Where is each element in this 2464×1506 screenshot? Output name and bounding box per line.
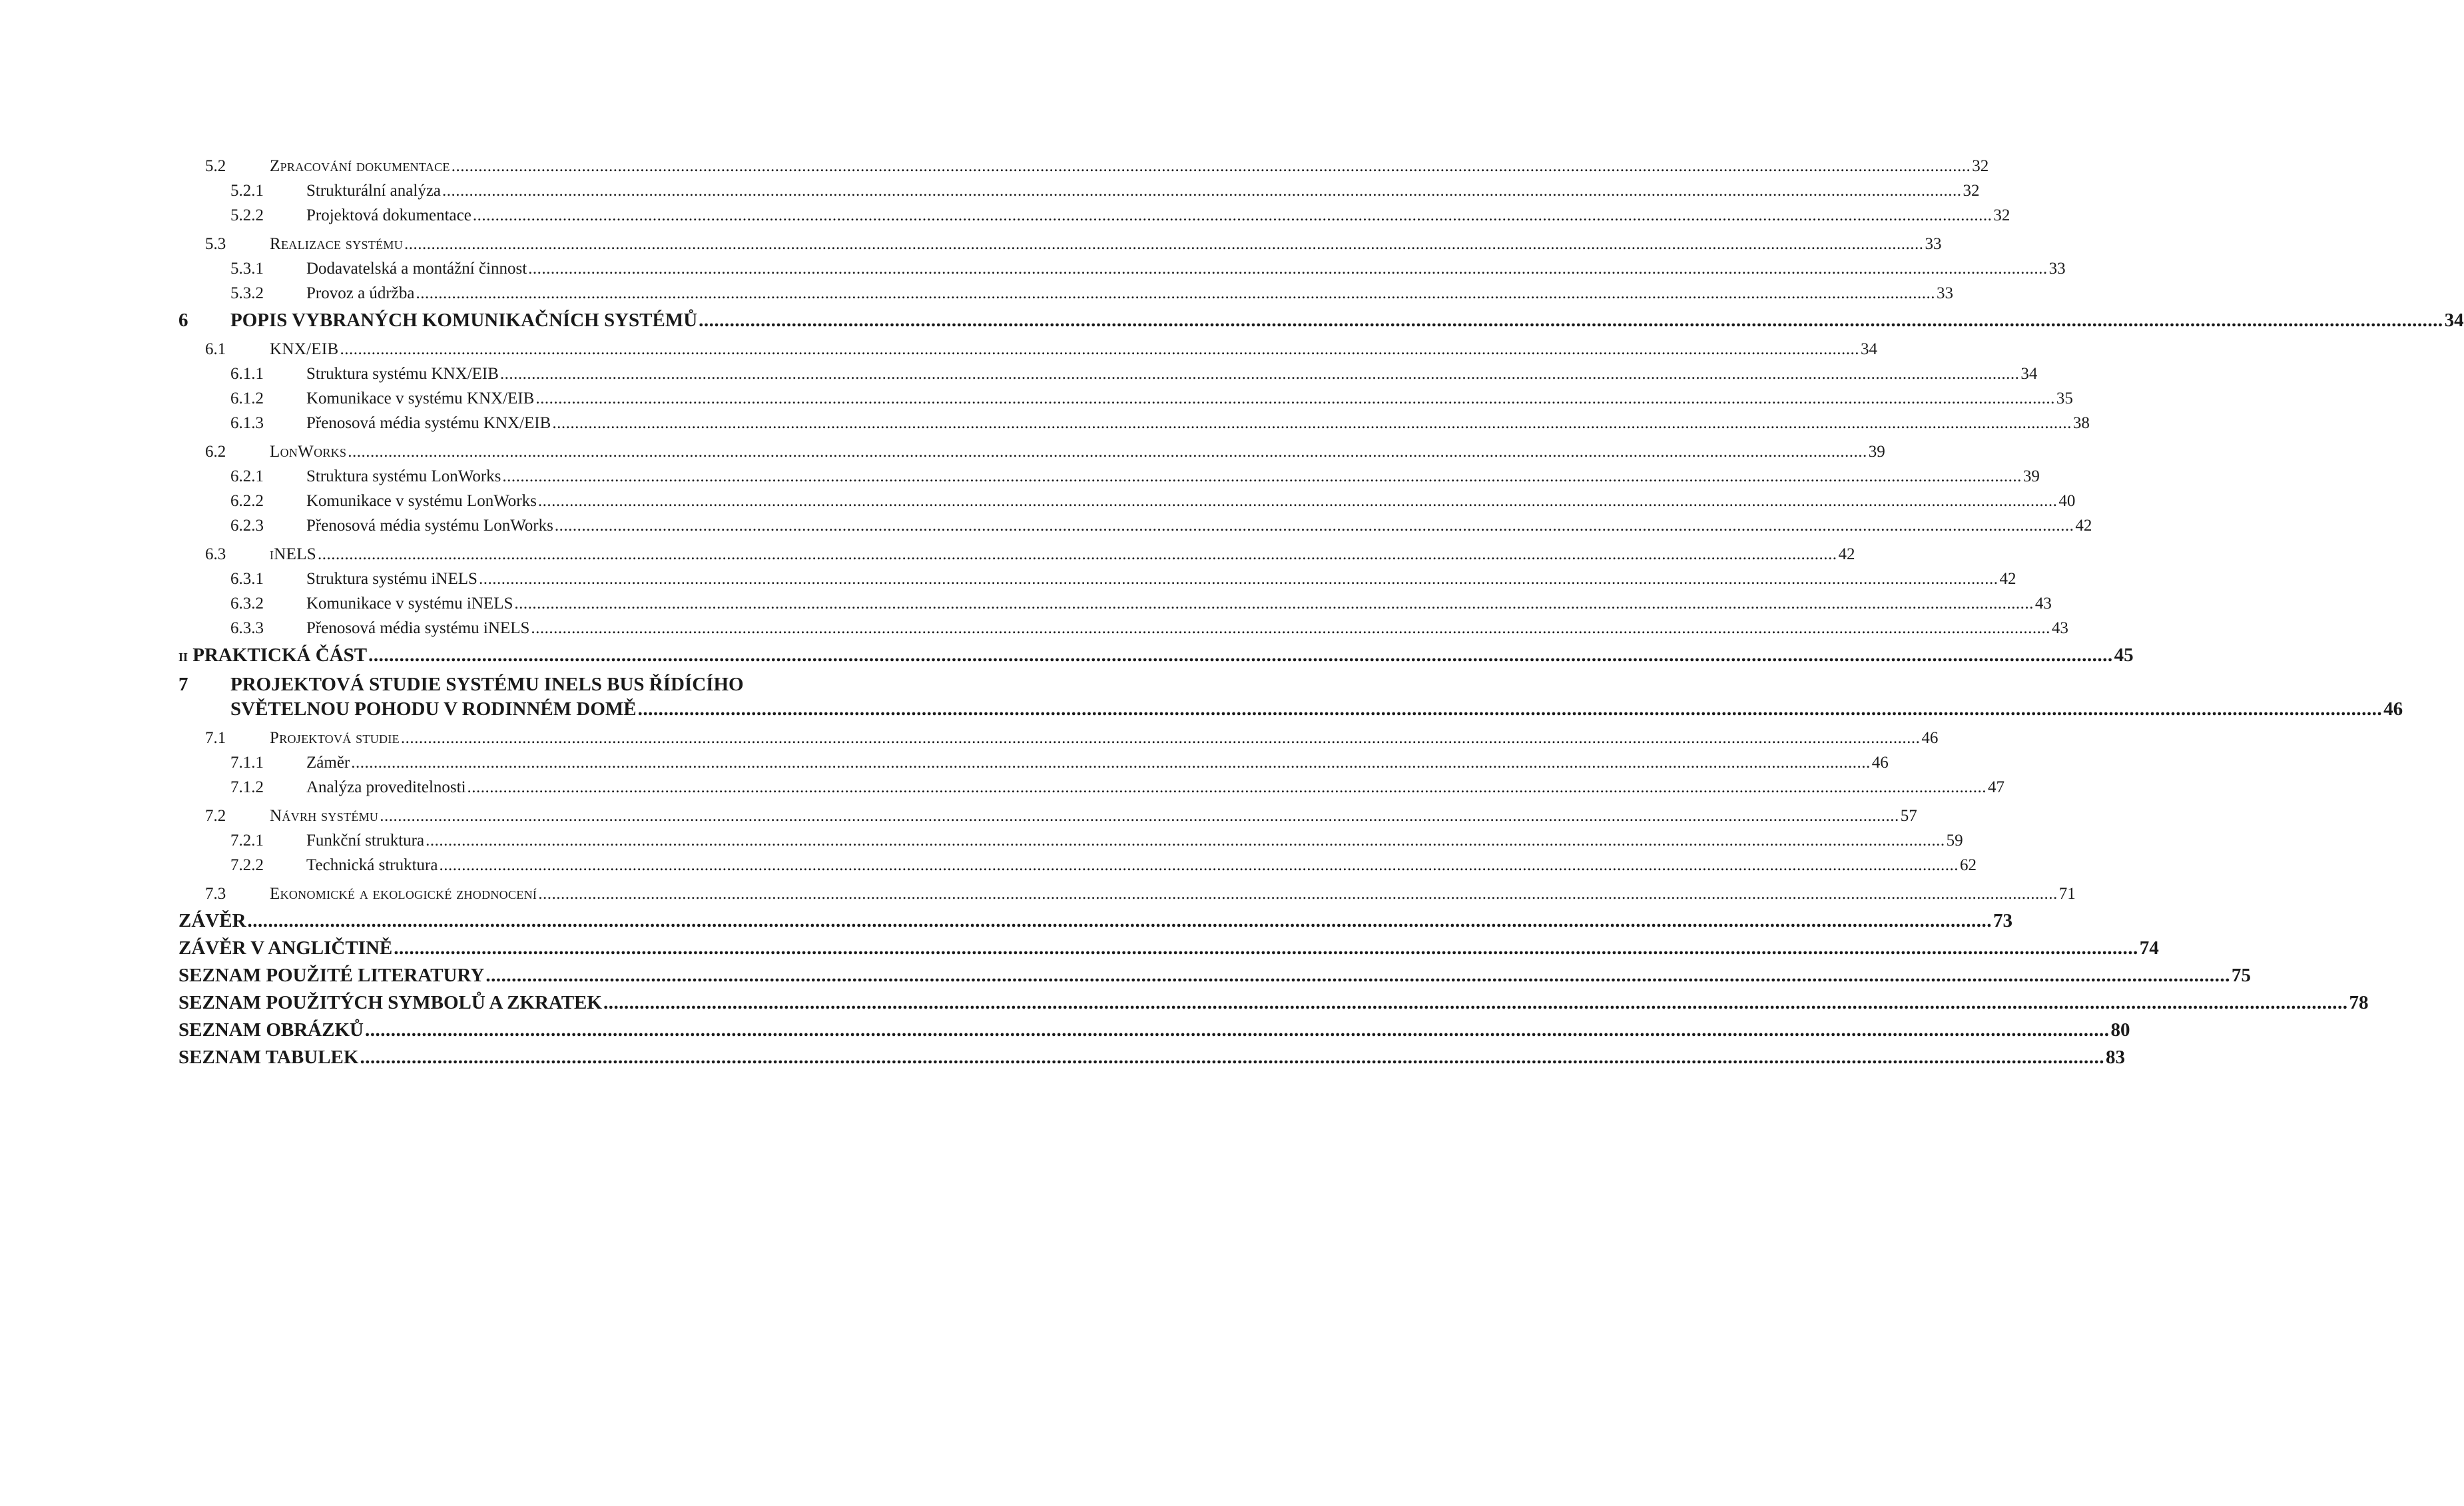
toc-page: 34 [2020, 365, 2038, 383]
toc-title: Projektová dokumentace [306, 206, 471, 224]
toc-title: Dodavatelská a montážní činnost [306, 260, 527, 278]
toc-page: 40 [2058, 492, 2076, 510]
toc-title [178, 643, 367, 670]
toc-title: Strukturální analýza [306, 182, 442, 200]
dot-leader [340, 337, 1859, 362]
toc-title: ZÁVĚR [178, 910, 246, 931]
toc-page: 39 [1868, 443, 1885, 461]
toc-title: Struktura systému iNELS [306, 570, 477, 588]
toc-number: 7.1 [205, 729, 226, 747]
dot-leader [365, 1018, 2110, 1043]
toc-title: Provoz a údržba [306, 284, 415, 302]
toc-page: 59 [1946, 832, 1963, 850]
toc-entry-symboly[interactable] [178, 991, 2369, 1015]
toc-page: 39 [2022, 467, 2040, 485]
dot-leader [502, 464, 2022, 489]
toc-entry-6-2-2[interactable] [178, 489, 2076, 513]
toc-title: Návrh systému [270, 807, 379, 825]
toc-entry-5-3-1[interactable] [178, 256, 2066, 281]
toc-number: 5.2.2 [230, 206, 264, 224]
toc-entry-6-2[interactable] [178, 439, 1885, 464]
toc-title: Přenosová média systému KNX/EIB [306, 414, 551, 432]
toc-number: 6.3 [205, 545, 226, 563]
toc-entry-5-2-2[interactable] [178, 203, 2010, 228]
toc-entry-zaver-anglictine[interactable] [178, 936, 2159, 961]
dot-leader [552, 411, 2072, 435]
toc-title: Komunikace v systému LonWorks [306, 492, 537, 510]
dot-leader [368, 643, 2113, 668]
dot-leader [473, 203, 1993, 228]
toc-number: 6.1 [205, 340, 226, 358]
toc-page: 35 [2056, 389, 2073, 407]
dot-leader [351, 750, 1871, 775]
toc-page: 71 [2058, 885, 2076, 903]
toc-entry-5-2[interactable] [178, 154, 1989, 178]
toc-number: 6.2 [205, 443, 226, 461]
toc-number: 6.3.2 [230, 595, 264, 613]
toc-title: Technická struktura [306, 856, 438, 874]
toc-title: SEZNAM POUŽITÉ LITERATURY [178, 965, 485, 986]
toc-entry-7-2-1[interactable] [178, 828, 1963, 853]
dot-leader [248, 909, 1993, 933]
toc-entry-6-1-1[interactable] [178, 362, 2038, 386]
toc-title: Přenosová média systému LonWorks [306, 517, 553, 535]
toc-title: Ekonomické a ekologické zhodnocení [270, 885, 537, 903]
toc-title: Zpracování dokumentace [270, 157, 450, 175]
toc-number: 6 [178, 310, 188, 331]
toc-number: 7.2 [205, 807, 226, 825]
toc-title: Realizace systému [270, 235, 404, 253]
toc-number: 7.2.1 [230, 832, 264, 850]
toc-page: 57 [1900, 807, 1917, 825]
toc-number: 5.2 [205, 157, 226, 175]
toc-entry-5-2-1[interactable] [178, 178, 1980, 203]
toc-page: 34 [2444, 310, 2464, 331]
toc-page: 47 [1988, 778, 2005, 796]
toc-page: 45 [2114, 644, 2134, 666]
toc-number: 5.3.2 [230, 284, 264, 302]
dot-leader [500, 362, 2020, 386]
toc-page: 62 [1959, 856, 1977, 874]
dot-leader [603, 991, 2348, 1015]
toc-entry-7-2-2[interactable] [178, 853, 1977, 878]
dot-leader [538, 881, 2058, 906]
toc-entry-6-2-3[interactable] [178, 513, 2092, 538]
toc-title: Přenosová média systému iNELS [306, 619, 530, 637]
toc-page: 32 [1993, 206, 2010, 224]
toc-page: 32 [1972, 157, 1989, 175]
toc-entry-obrazky[interactable] [178, 1018, 2130, 1043]
dot-leader [528, 256, 2048, 281]
dot-leader [404, 232, 1924, 256]
toc-number: 7.3 [205, 885, 226, 903]
toc-entry-7-1-2[interactable] [178, 775, 2005, 800]
toc-page: 33 [2048, 260, 2066, 278]
toc-title: Struktura systému KNX/EIB [306, 365, 499, 383]
dot-leader [699, 308, 2443, 333]
toc-page: 46 [2383, 698, 2403, 720]
table-of-contents [178, 150, 2464, 1070]
toc-page: 74 [2139, 937, 2159, 959]
toc-number: 5.2.1 [230, 182, 264, 200]
toc-title: iNELS [270, 545, 316, 563]
toc-title: KNX/EIB [270, 340, 339, 358]
toc-entry-5-3-2[interactable] [178, 281, 1953, 306]
dot-leader [452, 154, 1971, 178]
dot-leader [401, 726, 1921, 750]
toc-title-line-2: SVĚTELNOU POHODU V RODINNÉM DOMĚ [230, 698, 637, 720]
toc-number: 6.1.1 [230, 365, 264, 383]
toc-title: LonWorks [270, 443, 347, 461]
toc-page: 42 [1999, 570, 2016, 588]
toc-page: 43 [2034, 595, 2052, 613]
toc-page: 33 [1925, 235, 1942, 253]
toc-number: 7.1.2 [230, 778, 264, 796]
toc-entry-7-3[interactable] [178, 881, 2076, 906]
toc-title-text: PRAKTICKÁ ČÁST [192, 644, 368, 666]
toc-title: Funkční struktura [306, 832, 425, 850]
toc-page: 46 [1871, 754, 1889, 772]
toc-entry-tabulky[interactable] [178, 1045, 2125, 1070]
dot-leader [538, 489, 2058, 513]
dot-leader [467, 775, 1987, 800]
dot-leader [485, 963, 2230, 988]
dot-leader [416, 281, 1935, 306]
toc-page: 42 [2075, 517, 2092, 535]
toc-page: 32 [1963, 182, 1980, 200]
dot-leader [348, 439, 1867, 464]
toc-entry-6-2-1[interactable] [178, 464, 2040, 489]
toc-title: SEZNAM OBRÁZKŮ [178, 1019, 364, 1041]
toc-entry-6-1[interactable] [178, 337, 1877, 362]
toc-title: Projektová studie [270, 729, 400, 747]
toc-entry-7[interactable] [178, 672, 2403, 722]
toc-entry-7-1[interactable] [178, 726, 1939, 750]
toc-entry-6[interactable] [178, 308, 2464, 333]
toc-entry-6-1-2[interactable] [178, 386, 2073, 411]
dot-leader [479, 567, 1999, 591]
toc-title: SEZNAM TABULEK [178, 1047, 359, 1068]
toc-entry-5-3[interactable] [178, 232, 1942, 256]
toc-number: 7 [178, 674, 188, 695]
toc-page: 33 [1936, 284, 1953, 302]
toc-page: 38 [2072, 414, 2090, 432]
toc-entry-6-3-3[interactable] [178, 616, 2068, 640]
toc-number: 5.3 [205, 235, 226, 253]
dot-leader [439, 853, 1959, 878]
toc-title: ZÁVĚR V ANGLIČTINĚ [178, 937, 393, 959]
toc-page: 46 [1921, 729, 1939, 747]
dot-leader [360, 1045, 2104, 1070]
dot-leader [638, 697, 2383, 722]
dot-leader [394, 936, 2138, 961]
toc-title: Komunikace v systému KNX/EIB [306, 389, 535, 407]
toc-page: 78 [2349, 992, 2369, 1013]
part-prefix: II [178, 650, 188, 664]
toc-title-line-1: PROJEKTOVÁ STUDIE SYSTÉMU INELS BUS ŘÍDÍCÍHO [230, 674, 744, 695]
toc-number: 7.2.2 [230, 856, 264, 874]
toc-number: 6.1.3 [230, 414, 264, 432]
toc-number: 7.1.1 [230, 754, 264, 772]
dot-leader [318, 542, 1837, 567]
dot-leader [380, 804, 1899, 828]
dot-leader [555, 513, 2074, 538]
toc-entry-part-2[interactable] [178, 643, 2134, 670]
toc-title: POPIS VYBRANÝCH KOMUNIKAČNÍCH SYSTÉMŮ [230, 310, 698, 331]
toc-entry-6-3[interactable] [178, 542, 1855, 567]
toc-entry-literatura[interactable] [178, 963, 2251, 988]
dot-leader [442, 178, 1962, 203]
dot-leader [426, 828, 1945, 853]
toc-entry-7-2[interactable] [178, 804, 1917, 828]
toc-number: 6.2.2 [230, 492, 264, 510]
dot-leader [514, 591, 2034, 616]
toc-title: Analýza proveditelnosti [306, 778, 466, 796]
dot-leader [531, 616, 2050, 640]
toc-number: 6.2.1 [230, 467, 264, 485]
toc-number: 6.2.3 [230, 517, 264, 535]
toc-title: Záměr [306, 754, 350, 772]
toc-title: Komunikace v systému iNELS [306, 595, 513, 613]
toc-title: SEZNAM POUŽITÝCH SYMBOLŮ A ZKRATEK [178, 992, 602, 1013]
toc-page: 75 [2231, 965, 2251, 986]
toc-number: 6.1.2 [230, 389, 264, 407]
toc-number: 6.3.1 [230, 570, 264, 588]
toc-entry-7-1-1[interactable] [178, 750, 1889, 775]
toc-page: 80 [2110, 1019, 2130, 1041]
toc-page: 73 [1993, 910, 2013, 931]
toc-number: 5.3.1 [230, 260, 264, 278]
toc-title: Struktura systému LonWorks [306, 467, 501, 485]
toc-entry-zaver[interactable] [178, 909, 2013, 933]
toc-page: 43 [2051, 619, 2068, 637]
toc-entry-6-3-1[interactable] [178, 567, 2016, 591]
dot-leader [535, 386, 2055, 411]
toc-page: 83 [2105, 1047, 2125, 1068]
toc-number: 6.3.3 [230, 619, 264, 637]
toc-page: 34 [1860, 340, 1877, 358]
toc-entry-6-1-3[interactable] [178, 411, 2090, 435]
toc-entry-6-3-2[interactable] [178, 591, 2052, 616]
toc-page: 42 [1838, 545, 1855, 563]
